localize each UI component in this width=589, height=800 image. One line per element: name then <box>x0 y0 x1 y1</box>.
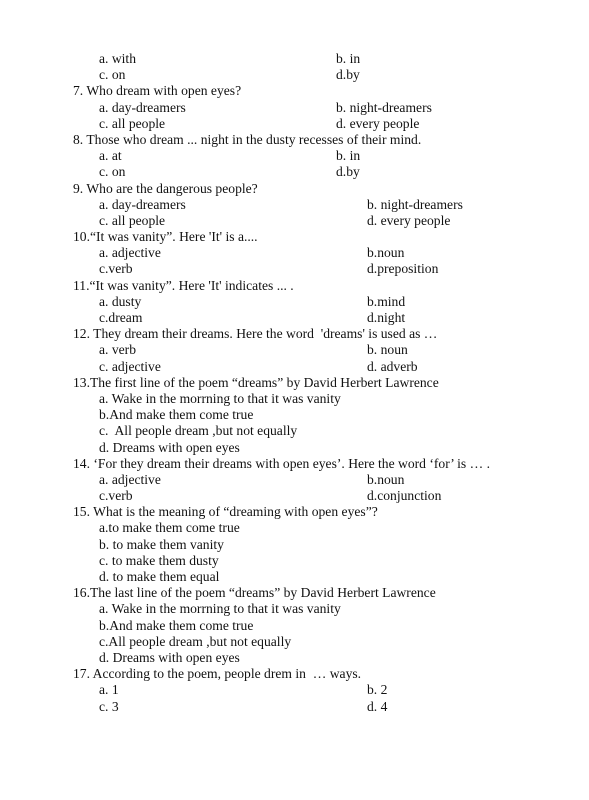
answer-option: b.And make them come true <box>99 617 254 633</box>
question-text: 15. What is the meaning of “dreaming with open eyes”? <box>73 504 378 520</box>
question-9 <box>0 504 589 585</box>
question-10 <box>0 585 589 666</box>
answer-option: d. to make them equal <box>99 569 220 584</box>
answer-option: a. Wake in the morrning to that it was vanity <box>99 601 341 617</box>
answer-option: c.dream <box>99 310 143 325</box>
question-text: 7. Who dream with open eyes? <box>73 83 242 99</box>
option-row <box>0 423 589 439</box>
option-row <box>0 472 589 488</box>
answer-option: a. adjective <box>99 245 161 261</box>
answer-option: b. in <box>336 148 361 164</box>
question-list <box>0 51 589 715</box>
question-text: 13.The first line of the poem “dreams” by David Herbert Lawrence <box>73 374 439 390</box>
answer-option: a. with <box>99 51 136 66</box>
question-4 <box>0 229 589 278</box>
answer-option: a. 1 <box>99 682 119 698</box>
answer-option: d.by <box>336 67 360 83</box>
answer-option: d. adverb <box>367 358 418 374</box>
question-text: 17. According to the poem, people drem in … ways. <box>73 666 362 682</box>
answer-option: d. Dreams with open eyes <box>99 649 240 665</box>
option-row <box>0 391 589 407</box>
question-6 <box>0 326 589 375</box>
answer-option: a. at <box>99 148 122 164</box>
option-row <box>0 116 589 132</box>
option-row <box>0 213 589 229</box>
answer-option: d. every people <box>367 212 451 228</box>
option-row <box>0 407 589 423</box>
answer-option: d. 4 <box>367 698 388 714</box>
answer-option: c. on <box>99 164 126 180</box>
option-row <box>0 650 589 666</box>
answer-option: c. all people <box>99 115 166 131</box>
answer-option: d.conjunction <box>367 488 442 504</box>
answer-option: b.mind <box>367 293 406 309</box>
option-row <box>0 440 589 456</box>
option-row <box>0 294 589 310</box>
option-row <box>0 310 589 326</box>
question-5 <box>0 278 589 327</box>
answer-option: d. every people <box>336 115 420 131</box>
answer-option: c. all people <box>99 212 166 228</box>
option-row <box>0 51 589 67</box>
option-row <box>0 197 589 213</box>
question-text: 9. Who are the dangerous people? <box>73 180 258 196</box>
option-row <box>0 601 589 617</box>
question-text: 14. ‘For they dream their dreams with open eyes’. Here the word ‘for’ is … . <box>73 455 490 471</box>
answer-option: c.verb <box>99 488 133 504</box>
answer-option: c. 3 <box>99 698 119 714</box>
option-row <box>0 164 589 180</box>
option-row <box>0 618 589 634</box>
question-2 <box>0 132 589 181</box>
option-row <box>0 553 589 569</box>
answer-option: c. All people dream ,but not equally <box>99 423 298 439</box>
question-11 <box>0 666 589 715</box>
answer-option: b.noun <box>367 245 405 261</box>
answer-option: b. night-dreamers <box>367 196 463 212</box>
answer-option: b. night-dreamers <box>336 99 432 115</box>
option-row <box>0 537 589 553</box>
question-8 <box>0 456 589 505</box>
question-text: 12. They dream their dreams. Here the word 'dreams' is used as … <box>73 326 438 342</box>
option-row <box>0 569 589 585</box>
question-text: 11.“It was vanity”. Here 'It' indicates ... . <box>73 277 294 293</box>
option-row <box>0 245 589 261</box>
question-1 <box>0 83 589 132</box>
option-row <box>0 699 589 715</box>
question-text: 10.“It was vanity”. Here 'It' is a.... <box>73 229 258 245</box>
answer-option: c. to make them dusty <box>99 552 219 568</box>
answer-option: a. verb <box>99 342 136 358</box>
answer-option: a. day-dreamers <box>99 196 186 212</box>
answer-option: a. Wake in the morrning to that it was vanity <box>99 390 341 406</box>
option-row <box>0 682 589 698</box>
option-row <box>0 261 589 277</box>
question-0 <box>0 51 589 83</box>
answer-option: b.noun <box>367 471 405 487</box>
option-row <box>0 634 589 650</box>
option-row <box>0 342 589 358</box>
answer-option: b. to make them vanity <box>99 536 224 552</box>
answer-option: d.night <box>367 310 406 325</box>
option-row <box>0 488 589 504</box>
answer-option: b. noun <box>367 342 408 358</box>
answer-option: d.by <box>336 164 360 180</box>
question-7 <box>0 375 589 456</box>
answer-option: b.And make them come true <box>99 407 254 423</box>
answer-option: a. adjective <box>99 471 161 487</box>
answer-option: a. day-dreamers <box>99 99 186 115</box>
answer-option: c. adjective <box>99 358 161 374</box>
answer-option: b. 2 <box>367 682 388 698</box>
answer-option: a.to make them come true <box>99 520 240 536</box>
option-row <box>0 100 589 116</box>
question-text: 16.The last line of the poem “dreams” by David Herbert Lawrence <box>73 585 436 601</box>
answer-option: d. Dreams with open eyes <box>99 439 240 455</box>
option-row <box>0 148 589 164</box>
answer-option: d.preposition <box>367 261 439 277</box>
answer-option: c.All people dream ,but not equally <box>99 633 292 649</box>
answer-option: c.verb <box>99 261 133 277</box>
question-3 <box>0 181 589 230</box>
option-row <box>0 67 589 83</box>
answer-option: c. on <box>99 67 126 83</box>
option-row <box>0 520 589 536</box>
answer-option: a. dusty <box>99 293 142 309</box>
question-text: 8. Those who dream ... night in the dusty recesses of their mind. <box>73 131 422 147</box>
answer-option: b. in <box>336 51 361 66</box>
option-row <box>0 359 589 375</box>
